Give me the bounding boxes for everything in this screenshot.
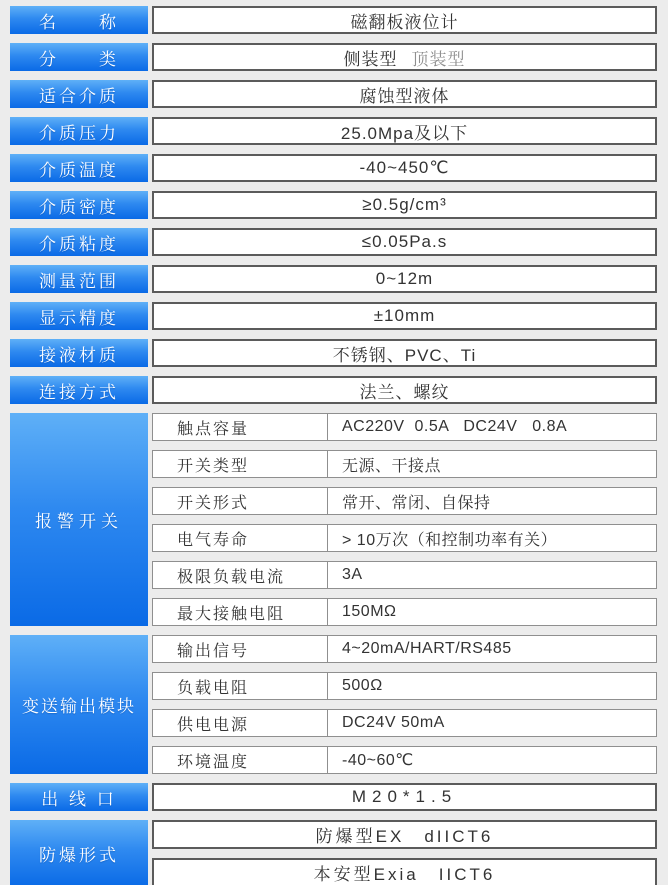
row-measuring-range-label: 测量范围 [10,265,148,293]
transmitter-row-load-resistance-name: 负载电阻 [177,679,250,697]
transmitter-output-section [10,635,657,774]
row-name-label: 名 称 [10,6,148,34]
transmitter-output-label: 变送输出模块 [10,635,148,774]
row-medium-temperature [10,154,657,182]
alarm-row-switch-type-name: 开关类型 [177,457,250,475]
row-cable-outlet-label: 出 线 口 [10,783,148,811]
category-top-mounted: 顶装型 [411,49,466,69]
row-medium-density-label: 介质密度 [10,191,148,219]
alarm-row-contact-capacity-name: 触点容量 [177,420,250,438]
row-wetted-material [10,339,657,367]
row-wetted-material-value: 不锈钢、PVC、Ti [152,339,657,367]
alarm-row-switch-type [152,450,657,478]
row-display-accuracy [10,302,657,330]
row-suitable-medium-label: 适合介质 [10,80,148,108]
row-name [10,6,657,34]
row-category-label: 分 类 [10,43,148,71]
row-wetted-material-label: 接液材质 [10,339,148,367]
row-medium-temperature-label: 介质温度 [10,154,148,182]
alarm-row-max-contact-resistance-name: 最大接触电阻 [177,605,286,623]
alarm-switch-label: 报警开关 [10,413,148,626]
alarm-row-electrical-life-value: > 10万次（和控制功率有关） [327,525,656,551]
category-side-mounted: 侧装型 [343,49,398,69]
row-display-accuracy-label: 显示精度 [10,302,148,330]
row-cable-outlet [10,783,657,811]
row-medium-temperature-value: -40~450℃ [152,154,657,182]
row-medium-viscosity-label: 介质粘度 [10,228,148,256]
alarm-row-electrical-life-name: 电气寿命 [177,531,250,549]
alarm-row-max-load-current-value: 3A [327,562,656,588]
alarm-switch-section [10,413,657,626]
explosion-proof-label: 防爆形式 [10,820,148,885]
row-medium-viscosity [10,228,657,256]
transmitter-row-ambient-temperature-name: 环境温度 [177,753,250,771]
alarm-switch-rows [152,413,657,626]
row-medium-viscosity-value: ≤0.05Pa.s [152,228,657,256]
alarm-row-switch-form-name: 开关形式 [177,494,250,512]
row-category [10,43,657,71]
alarm-row-max-contact-resistance [152,598,657,626]
alarm-row-max-contact-resistance-value: 150MΩ [327,599,656,625]
transmitter-row-load-resistance-value: 500Ω [327,673,656,699]
alarm-row-max-load-current [152,561,657,589]
row-connection-type [10,376,657,404]
transmitter-row-power-supply [152,709,657,737]
row-name-value: 磁翻板液位计 [152,6,657,34]
transmitter-row-ambient-temperature-value: -40~60℃ [327,747,656,773]
row-suitable-medium [10,80,657,108]
row-suitable-medium-value: 腐蚀型液体 [152,80,657,108]
transmitter-row-ambient-temperature [152,746,657,774]
explosion-proof-rows [152,820,657,885]
transmitter-row-load-resistance [152,672,657,700]
transmitter-row-power-supply-name: 供电电源 [177,716,250,734]
alarm-row-contact-capacity-value: AC220V 0.5A DC24V 0.8A [327,414,656,440]
row-measuring-range-value: 0~12m [152,265,657,293]
transmitter-row-output-signal [152,635,657,663]
explosion-proof-section [10,820,657,885]
transmitter-row-output-signal-value: 4~20mA/HART/RS485 [327,636,656,662]
alarm-row-switch-type-value: 无源、干接点 [327,451,656,477]
row-connection-type-value: 法兰、螺纹 [152,376,657,404]
row-cable-outlet-value: M20*1.5 [152,783,657,811]
alarm-row-electrical-life [152,524,657,552]
row-medium-pressure [10,117,657,145]
row-connection-type-label: 连接方式 [10,376,148,404]
alarm-row-switch-form-value: 常开、常闭、自保持 [327,488,656,514]
row-medium-density-value: ≥0.5g/cm³ [152,191,657,219]
transmitter-row-power-supply-value: DC24V 50mA [327,710,656,736]
row-display-accuracy-value: ±10mm [152,302,657,330]
alarm-row-contact-capacity [152,413,657,441]
explosion-proof-exia: 本安型Exia IICT6 [152,858,657,885]
row-measuring-range [10,265,657,293]
alarm-row-max-load-current-name: 极限负载电流 [177,568,286,586]
row-medium-density [10,191,657,219]
row-medium-pressure-value: 25.0Mpa及以下 [152,117,657,145]
transmitter-output-rows [152,635,657,774]
row-category-value [152,43,657,71]
transmitter-row-output-signal-name: 输出信号 [177,642,250,660]
row-medium-pressure-label: 介质压力 [10,117,148,145]
explosion-proof-ex-d: 防爆型EX dIICT6 [152,820,657,849]
alarm-row-switch-form [152,487,657,515]
